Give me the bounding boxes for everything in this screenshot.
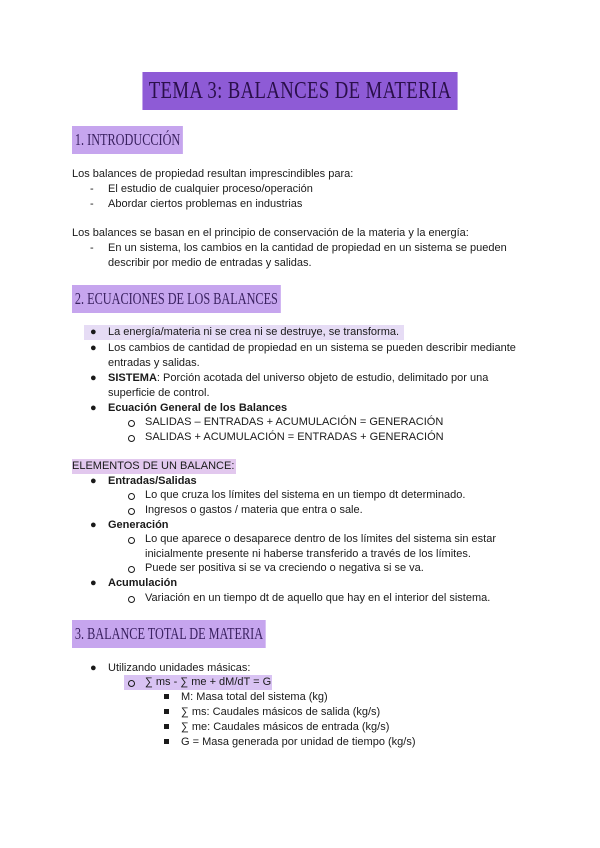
circle-marker: [128, 566, 135, 573]
formula-definition: ∑ ms: Caudales másicos de salida (kg/s): [181, 706, 381, 718]
circle-marker: [128, 508, 135, 515]
circle-marker: [128, 680, 135, 687]
bullet-marker: ●: [90, 326, 97, 338]
bullet-marker: ●: [90, 342, 97, 354]
formula-definition: ∑ me: Caudales másicos de entrada (kg/s): [181, 721, 390, 733]
square-marker: [164, 739, 169, 744]
intro-paragraph-2: Los balances se basan en el principio de conservación de la materia y la energía:: [72, 227, 469, 239]
circle-marker: [128, 420, 135, 427]
elemento-sub: Variación en un tiempo dt de aquello que hay en el interior del sistema.: [145, 592, 491, 604]
balance-formula: ∑ ms - ∑ me + dM/dT = G: [145, 676, 272, 688]
circle-marker: [128, 435, 135, 442]
bullet-marker: ●: [90, 662, 97, 674]
ecuacion-bullet-3: [108, 371, 488, 386]
page-title: TEMA 3: BALANCES DE MATERIA: [142, 72, 457, 110]
ecuacion-bullet-2: Los cambios de cantidad de propiedad en un sistema se pueden describir mediante: [108, 342, 516, 354]
sistema-definition: : Porción acotada del universo objeto de estudio, delimitado por una: [156, 372, 489, 384]
bullet-marker: ●: [90, 372, 97, 384]
elemento-generacion: Generación: [108, 519, 169, 531]
section-heading-balance-total: 3. BALANCE TOTAL DE MATERIA: [72, 620, 266, 648]
balance-bullet-1: Utilizando unidades másicas:: [108, 662, 251, 674]
circle-marker: [128, 537, 135, 544]
ecuacion-bullet-2-continuation: entradas y salidas.: [108, 357, 200, 369]
elementos-heading: ELEMENTOS DE UN BALANCE:: [72, 460, 235, 472]
elemento-entradas-salidas: Entradas/Salidas: [108, 475, 197, 487]
ecuacion-bullet-3-continuation: superficie de control.: [108, 387, 210, 399]
elemento-sub: Lo que cruza los límites del sistema en un tiempo dt determinado.: [145, 489, 466, 501]
intro-list-item: El estudio de cualquier proceso/operación: [108, 183, 313, 195]
section-heading-ecuaciones: 2. ECUACIONES DE LOS BALANCES: [72, 285, 281, 313]
formula-definition: G = Masa generada por unidad de tiempo (kg/s): [181, 736, 416, 748]
ecuacion-general-2: SALIDAS + ACUMULACIÓN = ENTRADAS + GENERACIÓN: [145, 431, 444, 443]
bullet-marker: ●: [90, 577, 97, 589]
intro-list-item-continuation: describir por medio de entradas y salidas.: [108, 257, 312, 269]
bullet-marker: ●: [90, 475, 97, 487]
circle-marker: [128, 493, 135, 500]
square-marker: [164, 724, 169, 729]
formula-definition: M: Masa total del sistema (kg): [181, 691, 328, 703]
dash-marker: -: [90, 183, 94, 195]
section-heading-introduccion: 1. INTRODUCCIÓN: [72, 126, 183, 154]
dash-marker: -: [90, 242, 94, 254]
sistema-term: SISTEMA: [108, 372, 157, 384]
intro-list-item: Abordar ciertos problemas en industrias: [108, 198, 303, 210]
title-wrap: [0, 72, 600, 110]
square-marker: [164, 709, 169, 714]
ecuacion-general-heading: Ecuación General de los Balances: [108, 402, 288, 414]
ecuacion-bullet-1: La energía/materia ni se crea ni se destruye, se transforma.: [108, 326, 400, 338]
elemento-sub-continuation: inicialmente presente ni haberse transferido a través de los límites.: [145, 548, 471, 560]
intro-list-item: En un sistema, los cambios en la cantidad de propiedad en un sistema se pueden: [108, 242, 507, 254]
elemento-acumulacion: Acumulación: [108, 577, 178, 589]
circle-marker: [128, 596, 135, 603]
elemento-sub: Puede ser positiva si se va creciendo o negativa si se va.: [145, 562, 424, 574]
dash-marker: -: [90, 198, 94, 210]
bullet-marker: ●: [90, 402, 97, 414]
square-marker: [164, 694, 169, 699]
bullet-marker: ●: [90, 519, 97, 531]
elemento-sub: Ingresos o gastos / materia que entra o sale.: [145, 504, 363, 516]
elemento-sub: Lo que aparece o desaparece dentro de los límites del sistema sin estar: [145, 533, 496, 545]
intro-paragraph-1: Los balances de propiedad resultan imprescindibles para:: [72, 168, 354, 180]
ecuacion-general-1: SALIDAS – ENTRADAS + ACUMULACIÓN = GENERACIÓN: [145, 416, 444, 428]
